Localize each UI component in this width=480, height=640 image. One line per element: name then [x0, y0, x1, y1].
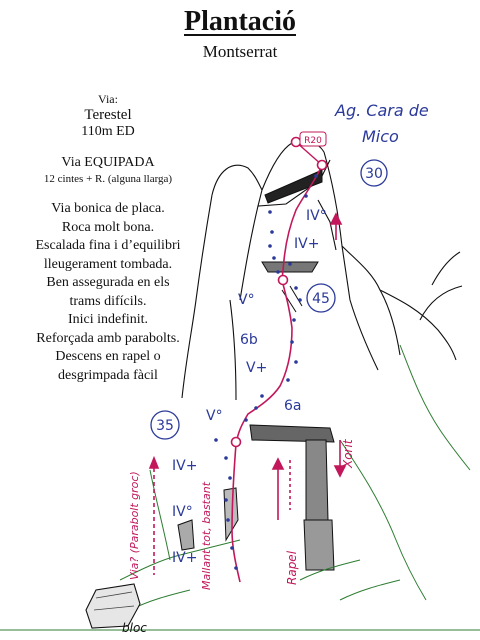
description-line: Escalada fina i d’equilibri — [35, 238, 181, 253]
rappel-anchor-label: R20 — [304, 136, 322, 146]
block-label: bloc — [122, 621, 147, 635]
route-grade-label: V+ — [246, 360, 268, 376]
peak-name-line2: Mico — [362, 127, 399, 146]
route-grade-label: V° — [238, 292, 255, 308]
note-middle: Mallant tot, bastant — [200, 481, 213, 590]
route-via-label: Via: — [98, 92, 118, 106]
route-grade-label: 6a — [284, 398, 302, 414]
route-grade-label: IV° — [306, 208, 327, 224]
pitch-length-label: 45 — [312, 291, 330, 307]
note-descent: Xorit — [341, 439, 355, 468]
route-name: Terestel — [84, 107, 132, 123]
left-grade-label: IV+ — [172, 458, 198, 474]
peak-name-line1: Ag. Cara de — [335, 101, 429, 120]
description-line: Descens en rapel o — [55, 349, 161, 364]
note-left-variant: Via? (Parabolt groc) — [128, 471, 141, 580]
route-grade-label: V° — [206, 408, 223, 424]
page-title: Plantació — [184, 6, 296, 37]
description-line: Ben assegurada en els — [46, 275, 170, 290]
route-length-grade: 110m ED — [81, 124, 135, 139]
description-line: trams difícils. — [69, 293, 147, 309]
description-line: desgrimpada fàcil — [58, 367, 158, 383]
left-grade-label: IV+ — [172, 550, 198, 566]
equipment-title: Via EQUIPADA — [61, 155, 155, 170]
route-grade-label: 6b — [240, 332, 258, 348]
description-line: Via bonica de placa. — [51, 201, 165, 216]
vegetation — [0, 345, 480, 630]
page-subtitle: Montserrat — [202, 42, 278, 61]
left-grade-label: IV° — [172, 504, 193, 520]
description-line: lleugerament tombada. — [43, 256, 173, 272]
note-rappel: Rapel — [285, 550, 299, 585]
equipment-detail: 12 cintes + R. (alguna llarga) — [43, 173, 173, 185]
description-line: Roca molt bona. — [61, 219, 155, 235]
description-line: Inici indefinit. — [67, 312, 149, 327]
description-line: Reforçada amb parabolts. — [36, 330, 180, 346]
pitch-length-label: 30 — [365, 166, 383, 182]
route-grade-label: IV+ — [294, 236, 320, 252]
pitch-length-label: 35 — [156, 418, 174, 434]
